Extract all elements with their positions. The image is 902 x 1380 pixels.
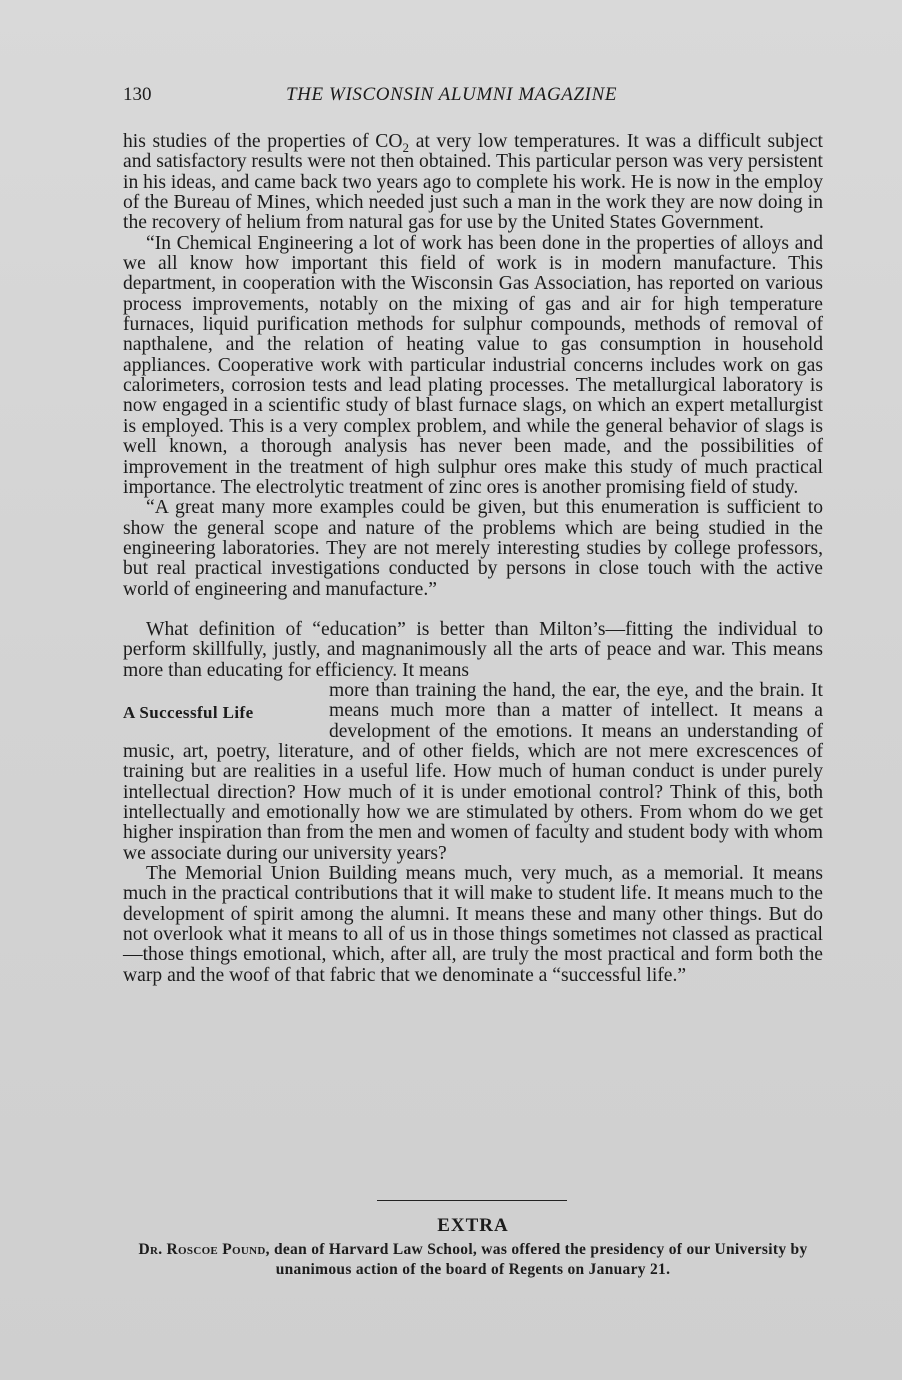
article-paragraph-2: “In Chemical Engineering a lot of work has been done in the properties of alloys and we all know how important this field of work is in modern manufacture. This department, in cooperation with the Wisconsin Gas Association, has reported on various process improvements, notably on the mixing of gas and air for high temperature furnaces, liquid purification methods for sulphur compounds, methods of removal of napthalene, and the relation of heating value to gas consumption in household appliances. Cooperative work with particular industrial concerns includes work on gas calorimeters, corrosion tests and lead plating processes. The metallurgical laboratory is now engaged in a scientific study of blast furnace slags, on which an expert metallurgist is employed. This is a very complex problem, and while the general behavior of slags is well known, a thorough analysis has never been made, and the possibilities of improvement in the treatment of high sulphur ores make this study of much practical importance. The electrolytic treatment of zinc ores is another promising field of study. [123, 232, 823, 498]
extra-notice [123, 1240, 823, 1280]
side-heading: A Successful Life [123, 702, 254, 722]
running-title: THE WISCONSIN ALUMNI MAGAZINE [286, 84, 618, 105]
subscript-2: 2 [402, 139, 410, 155]
article-paragraph-3: “A great many more examples could be given, but this enumeration is sufficient to show the general scope and nature of the problems which are being studied in the engineering laboratories. They are not merely interesting studies by college professors, but real practical investigations conducted by persons in close touch with the active world of engineering and manufacture.” [123, 497, 823, 600]
page-header [123, 84, 823, 110]
editorial-paragraph-1: more than training the hand, the ear, the eye, and the brain. It means much more than a matter of intellect. It means a development of the emotions. It means an understanding of music, art, poetry, literature, and of other fields, which are not mere excrescences of training but are realities in a useful life. How much of human conduct is under purely intellectual direction? How much of it is under emotional control? Think of this, both intellectually and emotionally how we are stimulated by others. From whom do we get higher inspiration than from the men and women of faculty and student body with whom we associate during our university years? [123, 679, 823, 864]
paragraph-text: at very low temperatures. It was a difficult subject and satisfactory results were not then obtained. This particular person was very persistent in his ideas, and came back two years ago to complete his work. He is now in the employ of the Bureau of Mines, which needed just such a man in the work they are now doing in the recovery of helium from natural gas for use by the United States Government. [123, 131, 823, 234]
article-body [123, 132, 823, 986]
extra-person-name: Dr. Roscoe Pound, [138, 1241, 270, 1258]
paragraph-text: his studies of the properties of CO [123, 131, 403, 152]
editorial-paragraph-2: The Memorial Union Building means much, very much, as a memorial. It means much in the practical contributions that it will make to student life. It means much to the development of spirit among the alumni. It means these and many other things. But do not overlook what it means to all of us in those things sometimes not classed as practical—those things emotional, which, after all, are truly the most practical and form both the warp and the woof of that fabric that we denominate a “successful life.” [123, 863, 823, 986]
extra-heading: EXTRA [437, 1215, 509, 1236]
editorial-side-block [123, 681, 823, 864]
page-number: 130 [123, 84, 152, 105]
editorial-lead: What definition of “education” is better than Milton’s—fitting the individual to perform skillfully, justly, and magnanimously all the arts of peace and war. This means more than educating for efficiency. It means [123, 618, 823, 681]
section-gap [123, 600, 823, 620]
article-paragraph-1 [123, 132, 823, 234]
extra-notice-text: dean of Harvard Law School, was offered the presidency of our University by unanimous action of the board of Regents on January 21. [269, 1241, 808, 1278]
divider-rule [377, 1200, 567, 1201]
